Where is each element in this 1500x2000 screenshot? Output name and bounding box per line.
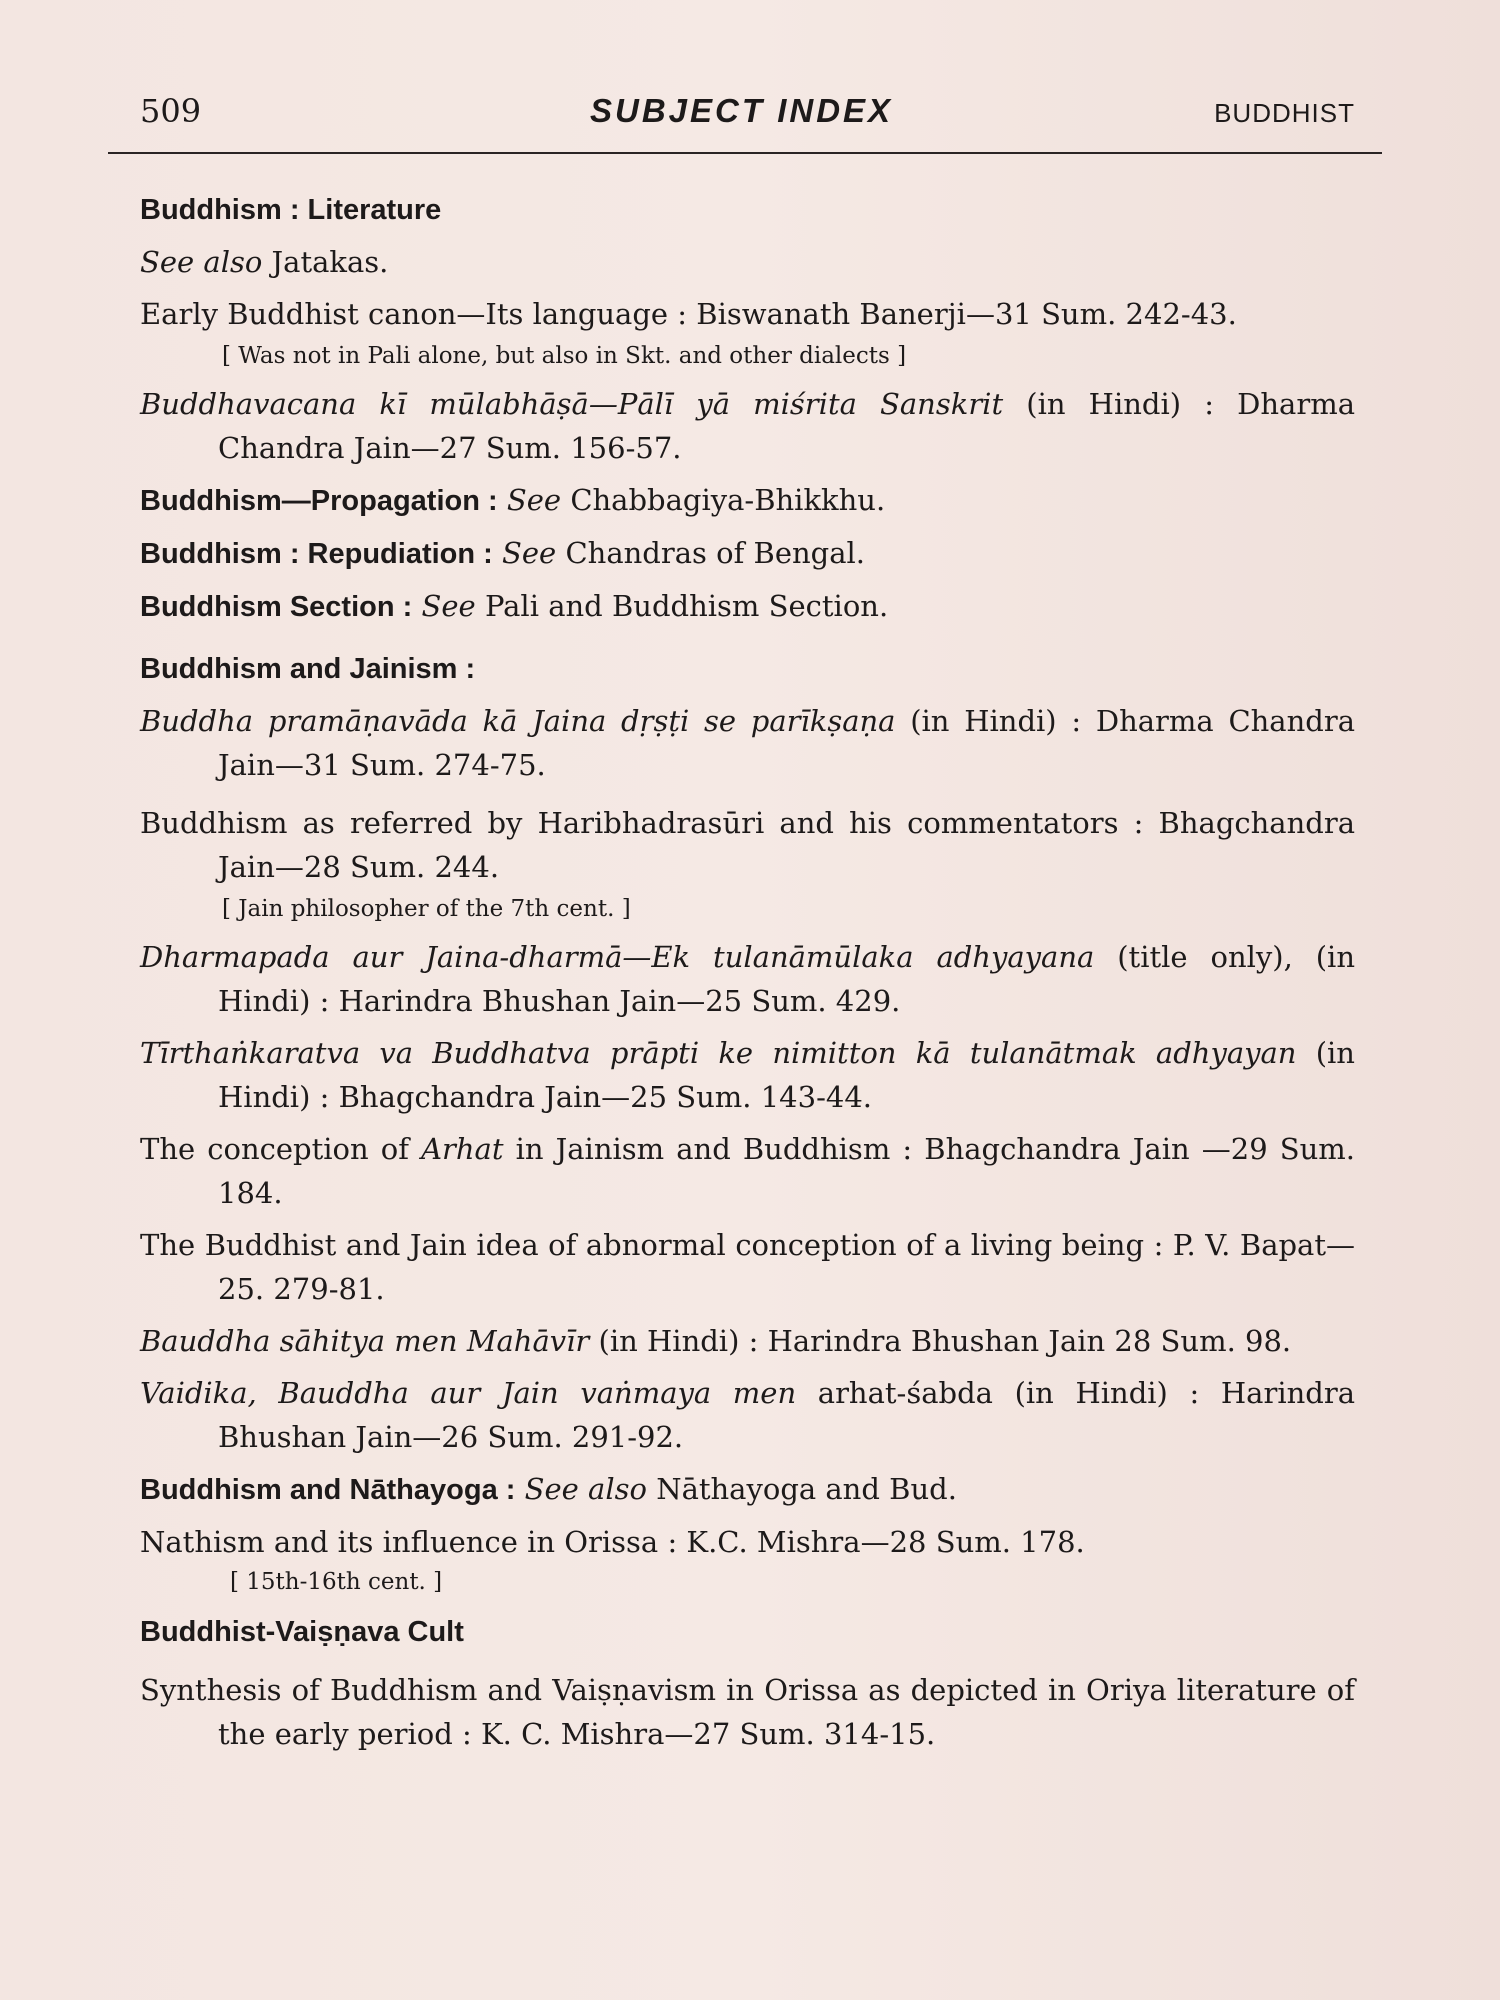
index-entry: Dharmapada aur Jaina-dharmā—Ek tulanāmūlaka adhyayana (title only), (in Hindi) : Harindra Bhushan Jain—25 Sum. 429.: [140, 940, 1356, 1018]
cross-reference: Buddhism : Repudiation : See Chandras of Bengal.: [140, 536, 866, 570]
entry-note: [ Jain philosopher of the 7th cent. ]: [222, 896, 631, 922]
entry-note: [ Was not in Pali alone, but also in Skt. and other dialects ]: [222, 343, 907, 369]
index-heading: Buddhist-Vaiṣṇava Cult: [140, 1616, 464, 1648]
index-entry: Tīrthaṅkaratva va Buddhatva prāpti ke nimitton kā tulanātmak adhyayan (in Hindi) : Bhagchandra Jain—25 Sum. 143-44.: [140, 1036, 1355, 1114]
page-title: SUBJECT INDEX: [590, 92, 894, 129]
index-entry: Buddha pramāṇavāda kā Jaina dṛṣṭi se parīkṣaṇa (in Hindi) : Dharma Chandra Jain—31 Sum. 274-75.: [140, 704, 1355, 782]
cross-reference: Buddhism Section : See Pali and Buddhism Section.: [140, 589, 889, 623]
page-number: 509: [140, 92, 202, 130]
entry-note: [ 15th-16th cent. ]: [230, 1569, 443, 1595]
section-label: BUDDHIST: [1214, 98, 1355, 128]
index-heading: Buddhism : Literature: [140, 194, 442, 226]
index-entry: Buddhism as referred by Haribhadrasūri and his commentators : Bhagchandra Jain—28 Sum. 244.: [140, 806, 1355, 884]
index-entry: Nathism and its influence in Orissa : K.C. Mishra—28 Sum. 178.: [140, 1525, 1085, 1559]
index-entry: Vaidika, Bauddha aur Jain vaṅmaya men arhat-śabda (in Hindi) : Harindra Bhushan Jain—26 Sum. 291-92.: [140, 1376, 1356, 1454]
cross-reference: Buddhism—Propagation : See Chabbagiya-Bhikkhu.: [140, 483, 886, 517]
index-entry: The Buddhist and Jain idea of abnormal conception of a living being : P. V. Bapat—25. 279-81.: [140, 1228, 1355, 1306]
see-also-entry: See also Jatakas.: [140, 245, 389, 279]
index-entry: Buddhavacana kī mūlabhāṣā—Pālī yā miśrita Sanskrit (in Hindi) : Dharma Chandra Jain—27 Sum. 156-57.: [140, 387, 1355, 465]
index-entry: Early Buddhist canon—Its language : Biswanath Banerji—31 Sum. 242-43.: [140, 297, 1237, 331]
index-entry: Bauddha sāhitya men Mahāvīr (in Hindi) : Harindra Bhushan Jain 28 Sum. 98.: [140, 1324, 1292, 1358]
cross-reference: Buddhism and Nāthayoga : See also Nāthayoga and Bud.: [140, 1472, 957, 1506]
running-header: [140, 92, 1380, 142]
index-entry: Synthesis of Buddhism and Vaiṣṇavism in Orissa as depicted in Oriya literature of the early period : K. C. Mishra—27 Sum. 314-15.: [140, 1673, 1355, 1751]
header-rule: [108, 152, 1382, 154]
index-entries: [140, 188, 1355, 1756]
index-heading: Buddhism and Jainism :: [140, 653, 476, 685]
index-entry: The conception of Arhat in Jainism and Buddhism : Bhagchandra Jain —29 Sum. 184.: [140, 1132, 1355, 1210]
